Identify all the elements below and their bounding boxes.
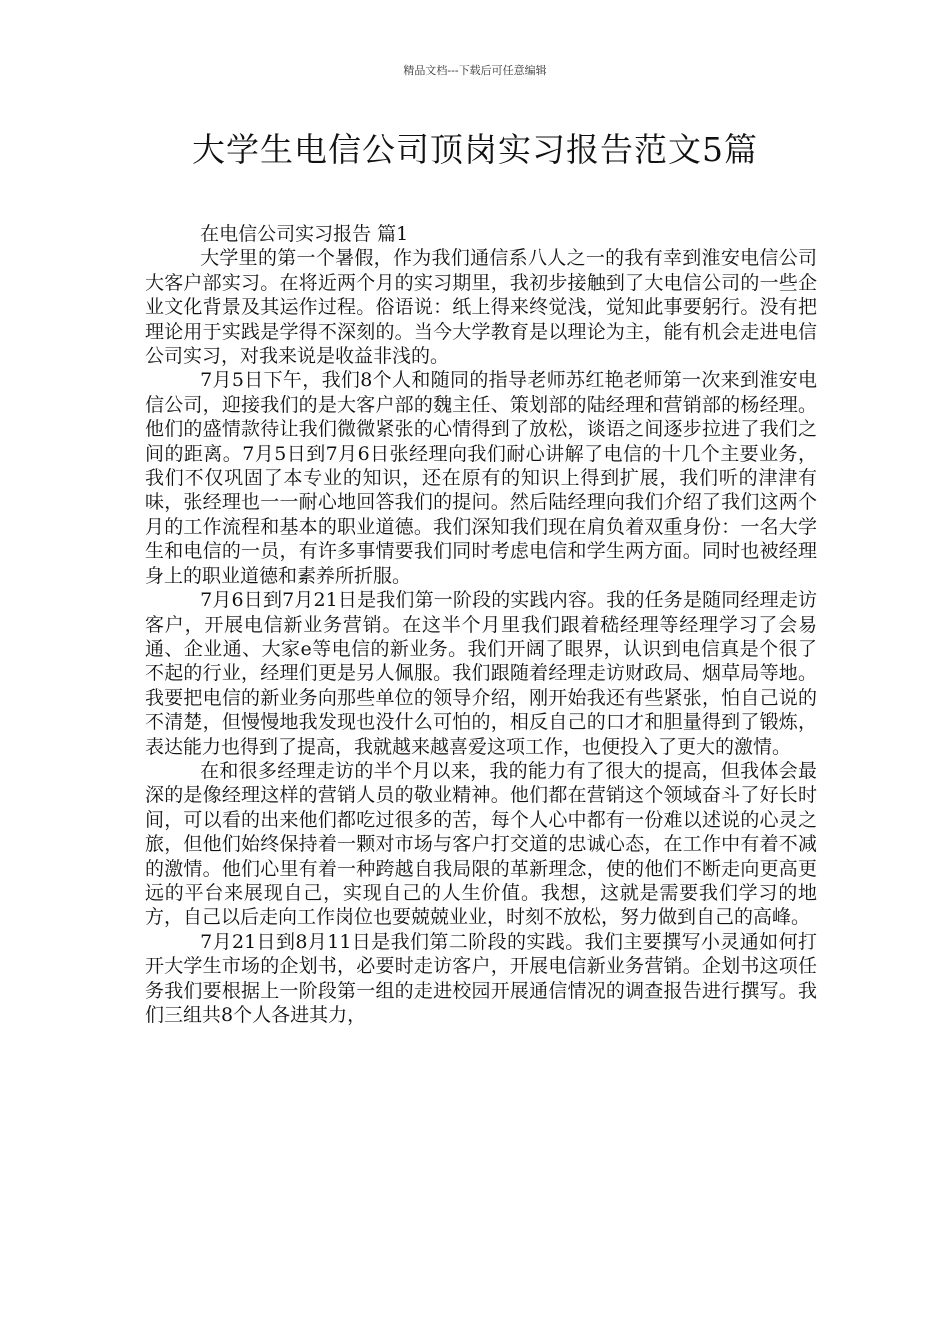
section-heading: 在电信公司实习报告 篇1 <box>200 223 409 245</box>
body-paragraph: 大学里的第一个暑假，作为我们通信系八人之一的我有幸到淮安电信公司大客户部实习。在将近两个月的实习期里，我初步接触到了大电信公司的一些企业文化背景及其运作过程。俗语说：纸上得来终觉浅，觉知此事要躬行。没有把理论用于实践是学得不深刻的。当今大学教育是以理论为主，能有机会走进电信公司实习，对我来说是收益非浅的。 <box>145 247 817 368</box>
body-paragraph: 7月5日下午，我们8个人和随同的指导老师苏红艳老师第一次来到淮安电信公司，迎接我们的是大客户部的魏主任、策划部的陆经理和营销部的杨经理。他们的盛情款待让我们微微紧张的心情得到了放松，谈语之间逐步拉进了我们之间的距离。7月5日到7月6日张经理向我们耐心讲解了电信的十几个主要业务，我们不仅巩固了本专业的知识，还在原有的知识上得到扩展，我们听的津津有味，张经理也一一耐心地回答我们的提问。然后陆经理向我们介绍了我们这两个月的工作流程和基本的职业道德。我们深知我们现在肩负着双重身份：一名大学生和电信的一员，有许多事情要我们同时考虑电信和学生两方面。同时也被经理身上的职业道德和素养所折服。 <box>145 369 817 587</box>
page-header: 精品文档---下载后可任意编辑 <box>403 64 547 77</box>
body-paragraph: 7月6日到7月21日是我们第一阶段的实践内容。我的任务是随同经理走访客户，开展电信新业务营销。在这半个月里我们跟着嵇经理等经理学习了会易通、企业通、大家e等电信的新业务。我们开阔了眼界，认识到电信真是个很了不起的行业，经理们更是另人佩服。我们跟随着经理走访财政局、烟草局等地。我要把电信的新业务向那些单位的领导介绍，刚开始我还有些紧张，怕自己说的不清楚，但慢慢地我发现也没什么可怕的，相反自己的口才和胆量得到了锻炼，表达能力也得到了提高，我就越来越喜爱这项工作，也便投入了更大的激情。 <box>145 589 817 758</box>
body-paragraph: 在和很多经理走访的半个月以来，我的能力有了很大的提高，但我体会最深的是像经理这样的营销人员的敬业精神。他们都在营销这个领域奋斗了好长时间，可以看的出来他们都吃过很多的苦，每个人心中都有一份难以述说的心灵之旅，但他们始终保持着一颗对市场与客户打交道的忠诚心态，在工作中有着不减的激情。他们心里有着一种跨越自我局限的革新理念，使的他们不断走向更高更远的平台来展现自己，实现自己的人生价值。我想，这就是需要我们学习的地方，自己以后走向工作岗位也要兢兢业业，时刻不放松，努力做到自己的高峰。 <box>145 759 817 929</box>
document-body <box>145 222 817 1027</box>
document-title: 大学生电信公司顶岗实习报告范文5篇 <box>192 130 758 169</box>
body-paragraph: 7月21日到8月11日是我们第二阶段的实践。我们主要撰写小灵通如何打开大学生市场的企划书，必要时走访客户，开展电信新业务营销。企划书这项任务我们要根据上一阶段第一组的走进校园开展通信情况的调查报告进行撰写。我们三组共8个人各进其力， <box>145 930 817 1026</box>
